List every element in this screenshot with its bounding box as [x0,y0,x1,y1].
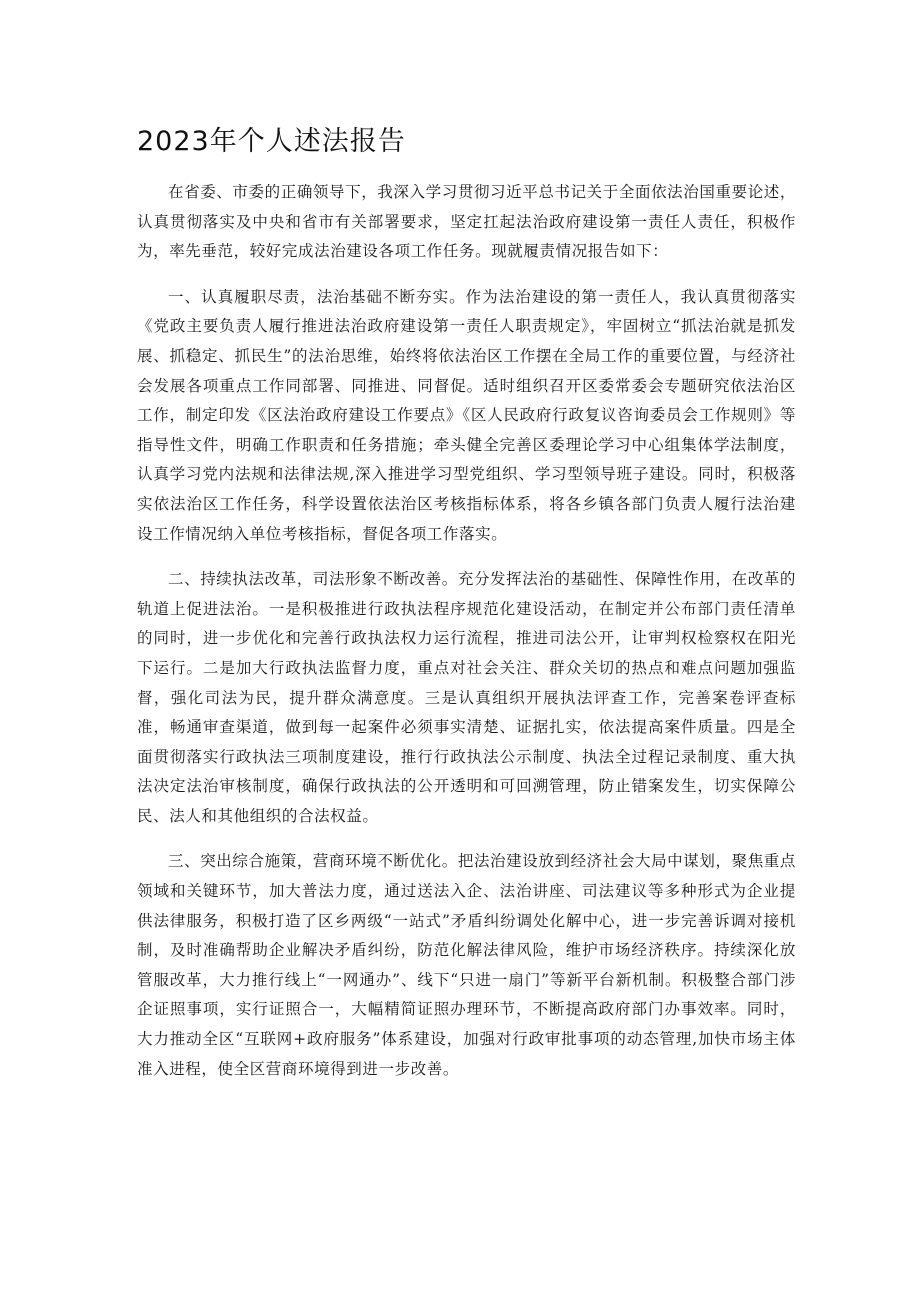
intro-paragraph: 在省委、市委的正确领导下，我深入学习贯彻习近平总书记关于全面依法治国重要论述，认真贯彻落实及中央和省市有关部署要求，坚定扛起法治政府建设第一责任人责任，积极作为，率先垂范，较好完成法治建设各项工作任务。现就履责情况报告如下： [137,183,796,261]
section-two-paragraph: 二、持续执法改革，司法形象不断改善。充分发挥法治的基础性、保障性作用，在改革的轨道上促进法治。一是积极推进行政执法程序规范化建设活动，在制定并公布部门责任清单的同时，进一步优化和完善行政执法权力运行流程，推进司法公开，让审判权检察权在阳光下运行。二是加大行政执法监督力度，重点对社会关注、群众关切的热点和难点问题加强监督，强化司法为民，提升群众满意度。三是认真组织开展执法评查工作，完善案卷评查标准，畅通审查渠道，做到每一起案件必须事实清楚、证据扎实，依法提高案件质量。四是全面贯彻落实行政执法三项制度建设，推行行政执法公示制度、执法全过程记录制度、重大执法决定法治审核制度，确保行政执法的公开透明和可回溯管理，防止错案发生，切实保障公民、法人和其他组织的合法权益。 [137,570,796,825]
document-title: 2023年个人述法报告 [137,126,406,157]
section-three-paragraph: 三、突出综合施策，营商环境不断优化。把法治建设放到经济社会大局中谋划，聚焦重点领域和关键环节，加大普法力度，通过送法入企、法治讲座、司法建议等多种形式为企业提供法律服务，积极打造了区乡两级“一站式”矛盾纠纷调处化解中心，进一步完善诉调对接机制，及时准确帮助企业解决矛盾纠纷，防范化解法律风险，维护市场经济秩序。持续深化放管服改革，大力推行线上“一网通办”、线下“只进一扇门”等新平台新机制。积极整合部门涉企证照事项，实行证照合一，大幅精简证照办理环节，不断提高政府部门办事效率。同时，大力推动全区“互联网+政府服务”体系建设，加强对行政审批事项的动态管理,加快市场主体准入进程，使全区营商环境得到进一步改善。 [137,852,796,1078]
document-body [137,178,796,1100]
section-one-paragraph: 一、认真履职尽责，法治基础不断夯实。作为法治建设的第一责任人，我认真贯彻落实《党政主要负责人履行推进法治政府建设第一责任人职责规定》，牢固树立“抓法治就是抓发展、抓稳定、抓民生”的法治思维，始终将依法治区工作摆在全局工作的重要位置，与经济社会发展各项重点工作同部署、同推进、同督促。适时组织召开区委常委会专题研究依法治区工作，制定印发《区法治政府建设工作要点》《区人民政府行政复议咨询委员会工作规则》等指导性文件，明确工作职责和任务措施；牵头健全完善区委理论学习中心组集体学法制度，认真学习党内法规和法律法规,深入推进学习型党组织、学习型领导班子建设。同时，积极落实依法治区工作任务，科学设置依法治区考核指标体系，将各乡镇各部门负责人履行法治建设工作情况纳入单位考核指标，督促各项工作落实。 [137,287,796,543]
